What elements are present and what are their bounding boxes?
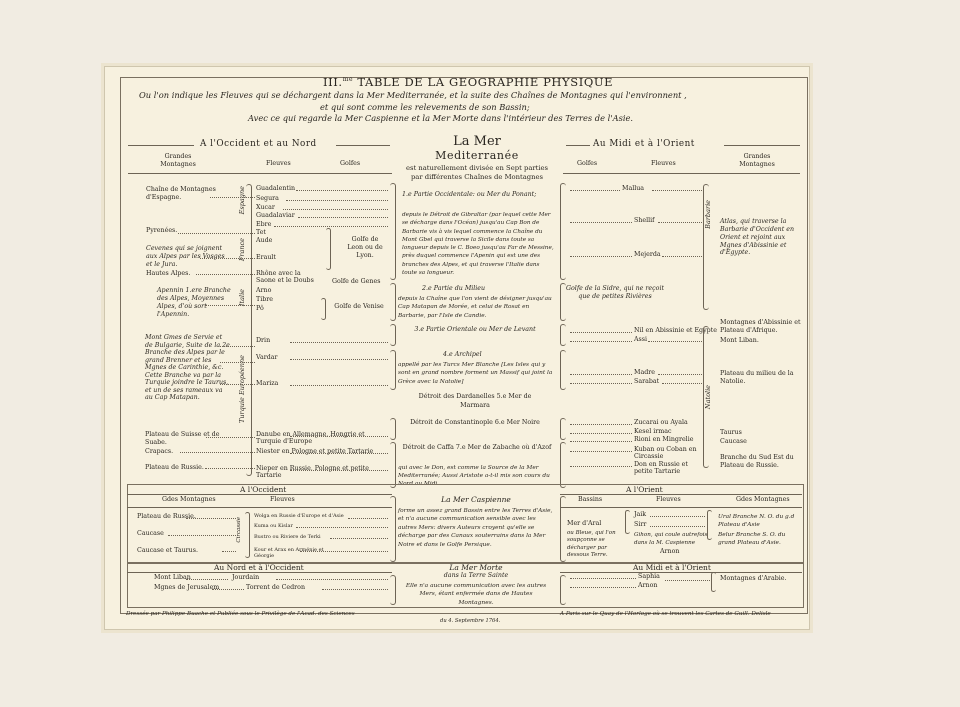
left-river: Nieper en Russie, Pologne et petite Tartarie [256,465,370,480]
caspian-left-river: Kuma ou Kislar [254,523,293,529]
part-2-title: 2.e Partie du Milieu [422,285,486,292]
part-4-text: appellé par les Turcs Mer Blanche [Les Isles qui y sont en grand nombre forment un Massif qui joint la Grèce avec la Natolie] [398,362,553,385]
caspian-left-band: A l'Occident [240,485,287,494]
left-river: Drin [256,337,271,344]
caspian-basin-note: ou Bleue, qui l'on soupçonne se décharger par dessous Terre. [567,530,616,559]
dead-sea-right-mountain: Montagnes d'Arabie. [720,575,787,582]
left-gulf: Golfe de Leon ou de Lyon. [347,236,383,260]
left-river: Xucar [256,204,275,211]
right-river: Shellif [634,217,655,224]
left-river: Arno [256,287,272,294]
dead-sea-title: La Mer Morte [449,563,503,572]
left-region-label: Turquie Européenne [238,355,246,423]
part-4-title: 4.e Archipel [443,351,482,358]
left-river: Danube en Allemagne, Hongrie et Turquie d'Europe [256,431,365,446]
caspian-right-river: Jaik [634,511,647,518]
part-6-title: Détroit de Constantinople 6.e Mer Noire [410,419,540,426]
caspian-left-river: Bustro ou Riviere de Terki [254,534,321,540]
footer-address: A Paris sur le Quay de l'Horloge où se trouvent les Cartes de Guill. Delisle [560,611,771,617]
right-mountain: Atlas, qui traverse la Barbarie d'Occident en Orient et rejoint aux Mgnes d'Abissinie et d'Egypte. [720,218,795,257]
caspian-basin: Mer d'Aral [567,520,602,527]
right-river: Don en Russie et petite Tartarie [634,461,688,475]
left-river: Tet [256,229,266,236]
part-1-text: depuis le Détroit de Gibraltar (par lequel cette Mer se décharge dans l'Océan) jusqu'au Cap Bon de Barbarie vis à vis lequel commence la Chaîne du Mont Gbel qui traverse la Sicile dans toute sa longueur depuis le C. Boeo jusqu'au Far de Messine, près duquel commence l'Apenin qui est une des branches des Alpes, et qui traverse l'Italie dans toute sa longueur. [402,212,554,276]
left-mountain: Cevenes qui se joignent aux Alpes par les Vosges et le Jura. [146,245,225,268]
left-mountain: Plateau de Russie. [145,464,204,471]
col-left-mountains: Grandes Montagnes [160,153,196,168]
right-river: Madre [634,369,655,376]
center-sub-1: est naturellement divisée en Sept parties [405,164,549,172]
caspian-left-river: Kour et Arax en Arménie et Géorgie [254,547,324,559]
caspian-title: La Mer Caspienne [441,495,511,504]
caspian-right-mountain: Belur Branche S. O. du grand Plateau d'Asie. [718,532,786,547]
col-left-rivers: Fleuves [266,160,291,167]
dead-sea-left-river: Torrent de Cedron [246,584,306,591]
right-mountain: Mont Liban. [720,337,759,344]
right-river: Mejerda [634,251,661,258]
left-mountain: Crapacs. [145,448,174,455]
left-river: Ebre [256,221,272,228]
left-mountain: Apennin 1.ere Branche des Alpes, Moyennes Alpes, d'où sort l'Apennin. [157,287,231,318]
right-river: Nil en Abissinie et Egypte [634,327,717,334]
caspian-right-mountain: Ural Branche N. O. du g.d Plateau d'Asie [718,514,795,529]
part-2-text: depuis la Chaîne que l'on vient de désigner jusqu'au Cap Matapan de Morée, et celui de Rosat en Barbarie, par l'Isle de Candie. [398,296,552,319]
title-line-2: et qui sont comme les relevements de son Bassin; [320,102,530,112]
right-river: Kuban ou Coban en Circassie [634,446,697,460]
right-mountain: Taurus [720,429,742,436]
caspian-col-rivers: Fleuves [270,496,295,503]
part-7-title: Détroit de Caffa 7.e Mer de Zabache où d'Azof [402,444,552,451]
right-river: Zucarai ou Ayala [634,419,688,426]
caspian-right-band: A l'Orient [626,485,663,494]
left-mountain: Plateau de Suisse et de Suabe. [145,431,220,446]
caspian-left-mountain: Caucase [137,530,164,537]
right-river: Kesel irmac [634,428,672,435]
left-river: Vardar [256,354,278,361]
dead-sea-left-mountain: Mgnes de Jerusalem [154,584,220,591]
center-mediterranee: Mediterranée [435,149,519,162]
dead-sea-text: Elle n'a aucune communication avec les autres Mers, étant enfermée dans de Hautes Montagnes. [405,583,547,606]
right-region-label: Natolie [704,385,712,410]
part-1-title: 1.e Partie Occidentale: ou Mer du Ponant; [402,191,537,198]
caspian-col-right-mountains: Gdes Montagnes [736,496,790,503]
left-mountain: Mont Gmes de Servie et de Bulgarie, Suite de la 2e Branche des Alpes par le grand Brenner et les Mgnes de Carinthie, &c. Cette Branche va par la Turquie joindre le Taurus, et un de ses rameaux va au Cap Matapan. [145,334,230,402]
right-river: Mallua [622,185,645,192]
left-mountain: Hautes Alpes. [146,270,191,277]
left-band-heading: A l'Occident et au Nord [200,139,317,149]
col-right-rivers: Fleuves [651,160,676,167]
right-mountain: Caucase [720,438,747,445]
page-title: III.$^{me}$ TABLE DE LA GEOGRAPHIE PHYSIQUE [323,75,614,89]
caspian-col-basins: Bassins [578,496,603,503]
left-river: Guadalentin [256,185,296,192]
title-line-3: Avec ce qui regarde la Mer Caspienne et la Mer Morte dans l'intérieur des Terres de l'Asie. [248,113,634,123]
left-mountain: Chaîne de Montagnes d'Espagne. [146,186,216,201]
col-right-mountains: Grandes Montagnes [739,153,775,168]
part-3-title: 3.e Partie Orientale ou Mer de Levant [414,326,536,333]
left-region-label: France [238,238,246,262]
right-river: Assi [634,336,648,343]
footer-publisher: Dressée par Philippe Buache et Publiée sous le Privilège de l'Acad. des Sciences [126,611,355,617]
left-river: Tibre [256,296,273,303]
left-gulf: Golfe de Genes [332,278,381,285]
dead-sea-right-river: Arnon [638,582,658,589]
left-region-label: Espagne [238,186,246,215]
center-sub-2: par différentes Chaînes de Montagnes [410,173,544,181]
dead-sea-right-river: Saphia [638,573,660,580]
center-la-mer: La Mer [453,134,501,149]
caspian-col-mountains: Gdes Montagnes [162,496,216,503]
left-river: Aude [256,237,273,244]
caspian-left-region: Circassie [236,517,242,543]
right-mountain: Branche du Sud Est du Plateau de Russie. [720,454,794,469]
caspian-left-mountain: Plateau de Russie. [137,513,196,520]
right-mountain: Montagnes d'Abissinie et Plateau d'Afrique. [720,319,801,334]
col-right-gulfs: Golfes [577,160,598,167]
right-river: Rioni en Mingrelie [634,436,694,443]
left-region-label: Italie [238,289,246,307]
left-river: Segura [256,195,279,202]
col-left-gulfs: Golfes [340,160,361,167]
caspian-right-river: Gihon, qui coule autrefois dans la M. Caspienne [634,532,708,546]
left-river: Guadalaviar [256,212,295,219]
caspian-left-mountain: Caucase et Taurus. [137,547,198,554]
right-region-label: Barbarie [704,200,712,229]
right-river: Sarabat [634,378,660,385]
dead-sea-left-band: Au Nord et à l'Occident [214,563,304,572]
caspian-col-right-rivers: Fleuves [656,496,681,503]
caspian-text: forme un assez grand Bassin entre les Terres d'Asie, et n'a aucune communication sensible avec les autres Mers: divers Auteurs croyent qu'elle se décharge par des Canaux souterrains dans la Mer Noire et dans le Golfe Persique. [398,508,553,548]
left-river: Rhône avec la Saone et le Doubs [256,270,314,284]
dead-sea-subtitle: dans la Terre Sainte [443,572,509,579]
right-mountain: Plateau du milieu de la Natolie. [720,370,794,385]
left-river: Mariza [256,380,279,387]
left-river: Erault [256,254,276,261]
dead-sea-left-mountain: Mont Liban [154,574,191,581]
title-line-1: Ou l'on indique les Fleuves qui se déchargent dans la Mer Mediterranée, et la suite des Chaînes de Montagnes qui l'environnent , [139,90,687,100]
part-5-title: Détroit des Dardanelles 5.e Mer de Marmara [418,393,532,409]
part-7-text: qui avec le Don, est comme la Source de la Mer Mediterranée; Aussi Aristote a-t-il mis son cours du Nord au Midi. [398,465,550,488]
right-band-heading: Au Midi et à l'Orient [593,139,695,149]
left-gulf: Golfe de Venise [334,303,384,310]
left-river: Pô [256,305,264,312]
caspian-left-river: Wolga en Russie d'Europe et d'Asie [254,513,344,519]
dead-sea-left-river: Jourdain [232,574,260,581]
dead-sea-right-band: Au Midi et à l'Orient [633,563,711,572]
left-mountain: Pyrenées. [146,227,178,234]
caspian-right-river: Arnon [660,548,680,555]
right-gulf: Golfe de la Sidre, qui ne reçoit que de petites Rivières [565,285,664,301]
caspian-right-river: Sirr [634,521,647,528]
footer-date: du 4. Septembre 1764. [440,618,501,624]
left-river: Niester en Pologne et petite Tartarie [256,448,374,455]
